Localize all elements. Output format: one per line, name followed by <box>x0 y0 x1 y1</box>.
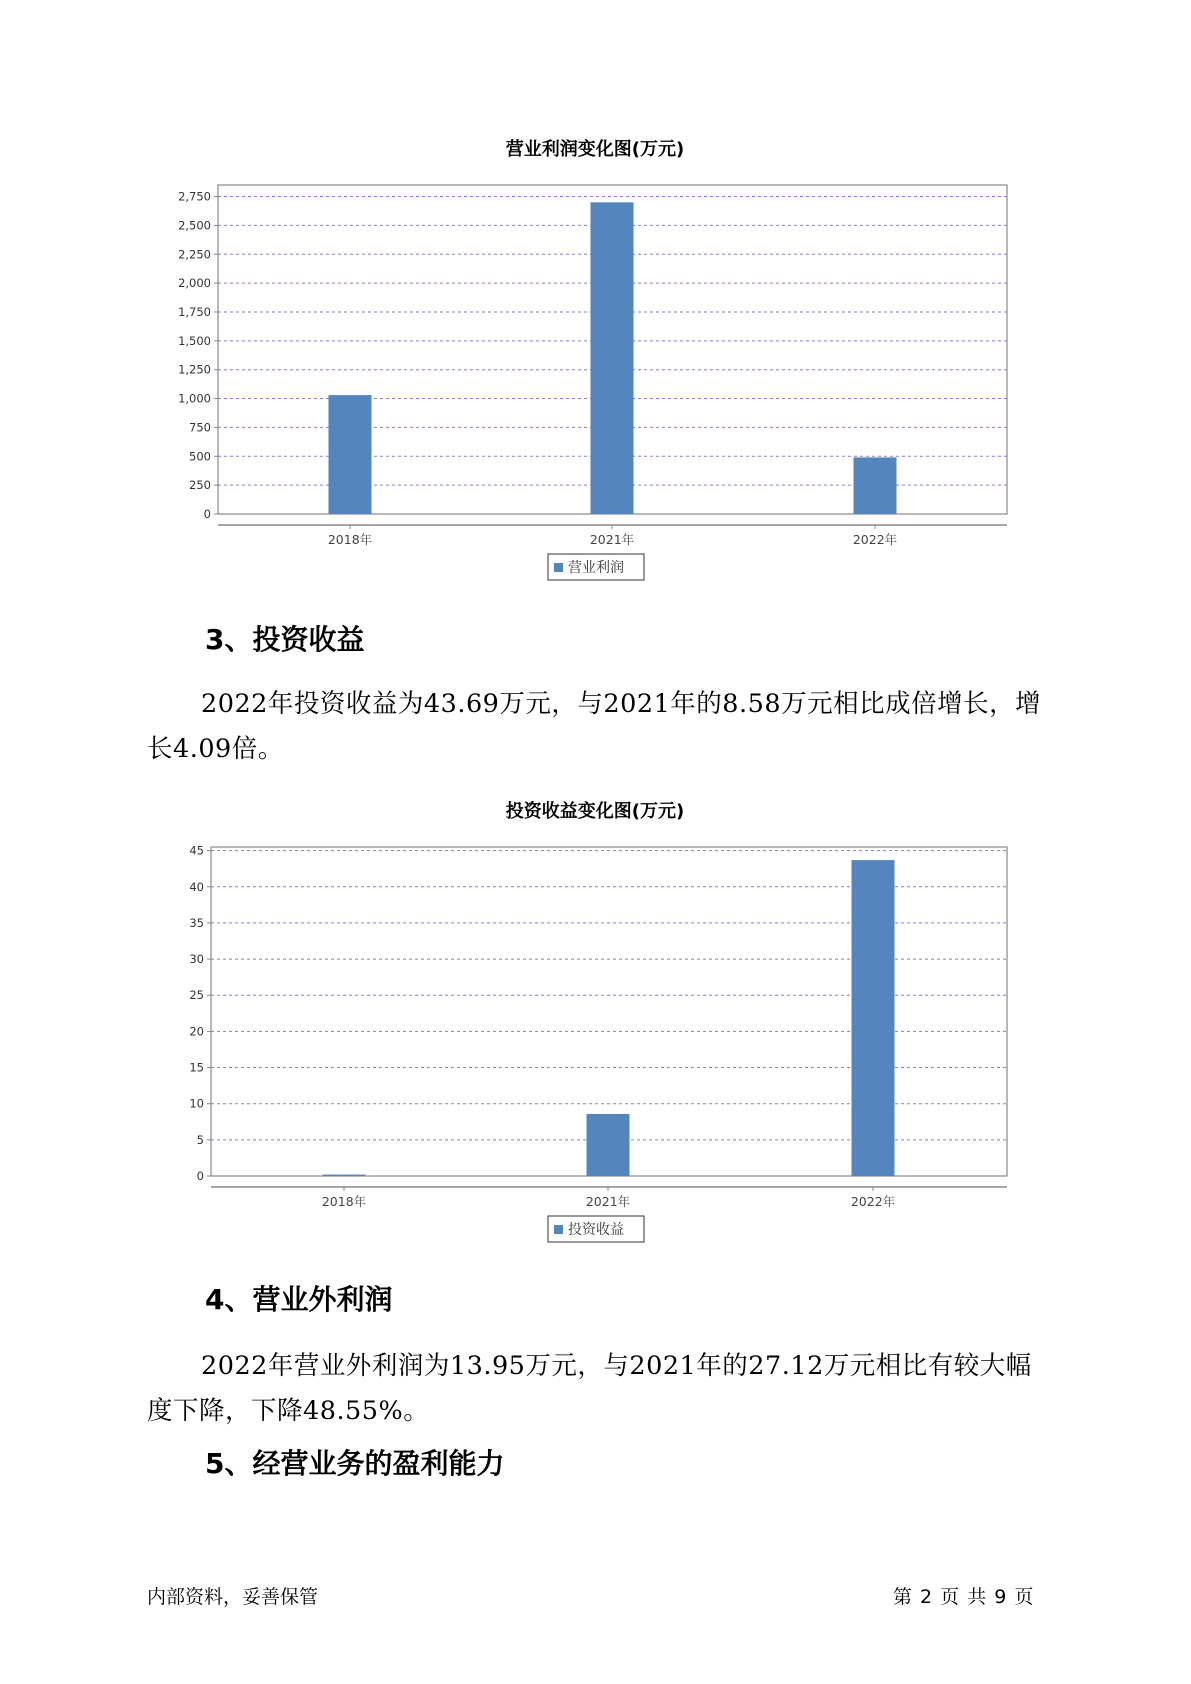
operating-profit-chart <box>0 125 1191 595</box>
y-tick-label: 1,750 <box>178 304 211 319</box>
y-tick-label: 35 <box>189 915 204 930</box>
x-tick-label: 2022年 <box>852 532 898 547</box>
footer-confidential-note: 内部资料，妥善保管 <box>147 1586 319 1608</box>
bar <box>323 1175 366 1176</box>
y-tick-label: 250 <box>189 478 211 493</box>
x-tick-label: 2018年 <box>321 1194 367 1209</box>
investment-income-chart-svg <box>0 787 1191 1257</box>
y-tick-label: 30 <box>189 952 204 967</box>
chart-title: 投资收益变化图(万元) <box>505 801 685 822</box>
y-tick-label: 45 <box>189 843 204 858</box>
y-tick-label: 500 <box>189 449 211 464</box>
chart-title: 营业利润变化图(万元) <box>505 139 685 160</box>
bar <box>587 1114 630 1176</box>
y-tick-label: 1,000 <box>178 391 211 406</box>
x-tick-label: 2021年 <box>585 1194 631 1209</box>
legend <box>548 1216 644 1242</box>
y-tick-label: 2,500 <box>178 218 211 233</box>
y-tick-label: 2,250 <box>178 247 211 262</box>
bar <box>329 395 372 514</box>
y-tick-label: 5 <box>196 1132 204 1147</box>
operating-profit-chart-svg <box>0 125 1191 595</box>
bar <box>854 457 897 514</box>
x-tick-label: 2021年 <box>589 532 635 547</box>
y-tick-label: 0 <box>203 507 211 521</box>
footer-page-number: 第 2 页 共 9 页 <box>893 1586 1035 1608</box>
investment-income-chart <box>0 787 1191 1257</box>
y-tick-label: 750 <box>189 420 211 435</box>
y-tick-label: 40 <box>189 879 204 894</box>
y-tick-label: 2,000 <box>178 276 211 291</box>
y-tick-label: 20 <box>189 1024 204 1039</box>
bar <box>852 860 895 1176</box>
y-tick-label: 1,250 <box>178 362 211 377</box>
y-tick-label: 1,500 <box>178 333 211 348</box>
section-heading-profitability: 5、经营业务的盈利能力 <box>205 1447 505 1480</box>
x-tick-label: 2022年 <box>850 1194 896 1209</box>
section-heading-investment: 3、投资收益 <box>205 623 365 656</box>
legend-label: 投资收益 <box>568 1222 624 1238</box>
y-tick-label: 25 <box>189 988 204 1003</box>
paragraph-investment: 2022年投资收益为43.69万元，与2021年的8.58万元相比成倍增长，增长4.09倍。 <box>147 689 1042 764</box>
legend-swatch <box>554 1225 563 1234</box>
y-tick-label: 15 <box>189 1060 204 1075</box>
paragraph-non-operating: 2022年营业外利润为13.95万元，与2021年的27.12万元相比有较大幅度下降，下降48.55%。 <box>147 1351 1032 1426</box>
bar <box>591 202 634 514</box>
legend-label: 营业利润 <box>568 560 624 576</box>
section-heading-non-operating: 4、营业外利润 <box>205 1283 393 1316</box>
legend-swatch <box>554 563 563 572</box>
legend <box>548 554 644 580</box>
y-tick-label: 2,750 <box>178 189 211 204</box>
y-tick-label: 10 <box>189 1096 204 1111</box>
y-tick-label: 0 <box>196 1169 204 1183</box>
x-tick-label: 2018年 <box>327 532 373 547</box>
